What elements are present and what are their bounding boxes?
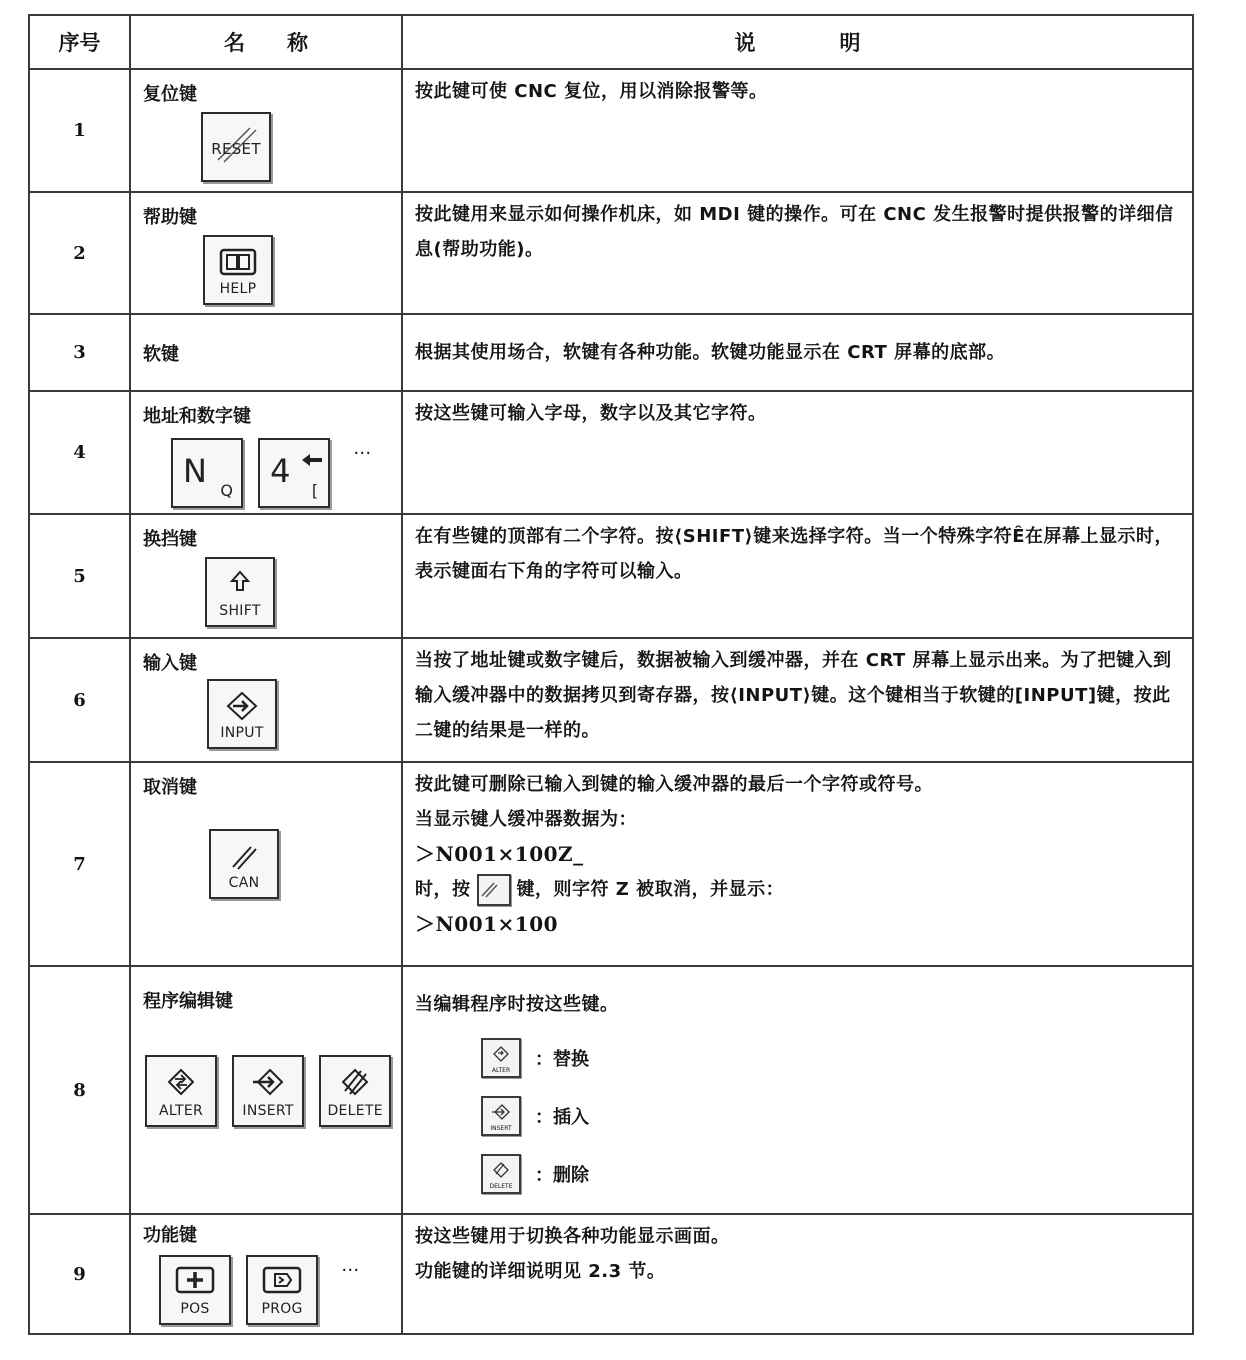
- header-desc: 说 明: [402, 15, 1193, 69]
- desc-cell: [402, 762, 1193, 966]
- table-row: [29, 966, 1193, 1214]
- alter-icon: [166, 1067, 196, 1097]
- desc-cell: [402, 638, 1193, 762]
- shift-arrow-icon: [228, 569, 252, 593]
- key-name: 取消键: [143, 777, 197, 798]
- desc-cell: [402, 192, 1193, 314]
- n-key-sub: Q: [220, 481, 233, 500]
- row-number: 3: [29, 314, 130, 391]
- key-name: 软键: [143, 343, 179, 365]
- more-keys: …: [353, 438, 372, 459]
- option-text: ：替换: [535, 1049, 589, 1070]
- desc-cell: [402, 391, 1193, 514]
- desc-line: 当显示键人缓冲器数据为：: [415, 809, 637, 830]
- arrow-left-icon: [300, 452, 324, 468]
- reset-key: [201, 112, 271, 182]
- table-row: [29, 638, 1193, 762]
- desc-line: 按这些键可输入字母，数字以及其它字符。: [415, 403, 767, 424]
- name-cell: [130, 966, 402, 1214]
- small-insert-key-icon: [481, 1096, 521, 1136]
- desc-line: 当按了地址键或数字键后，数据被输入到缓冲器，并在 CRT 屏幕上显示出来。为了把键入到输入缓冲器中的数据拷贝到寄存器，按⟨INPUT⟩键。这个键相当于软键的[INPUT]键，按此二键的结果是一样的。: [415, 650, 1172, 741]
- pos-key-label: POS: [180, 1301, 210, 1317]
- table-row: [29, 314, 1193, 391]
- name-cell: [130, 514, 402, 638]
- key-name: 换挡键: [143, 529, 197, 550]
- row-number: 8: [29, 966, 130, 1214]
- insert-key-label: INSERT: [242, 1103, 294, 1119]
- table-row: [29, 192, 1193, 314]
- desc-line: 键，则字符 Z 被取消，并显示：: [516, 879, 785, 900]
- desc-line: 按此键可使 CNC 复位，用以消除报警等。: [415, 81, 768, 102]
- input-key: [207, 679, 277, 749]
- can-key-label: CAN: [228, 875, 260, 891]
- header-no: 序号: [29, 15, 130, 69]
- desc-line: 按此键可删除已输入到键的输入缓冲器的最后一个字符或符号。: [415, 774, 933, 795]
- row-number: 5: [29, 514, 130, 638]
- prog-icon: [261, 1265, 303, 1295]
- n-q-key: [171, 438, 243, 508]
- key-name: 地址和数字键: [143, 406, 251, 427]
- shift-key: [205, 557, 275, 627]
- help-key: [203, 235, 273, 305]
- delete-icon: [492, 1161, 510, 1179]
- desc-line: 按此键用来显示如何操作机床，如 MDI 键的操作。可在 CNC 发生报警时提供报警的详细信息(帮助功能)。: [415, 204, 1174, 260]
- desc-line: 在有些键的顶部有二个字符。按⟨SHIFT⟩键来选择字符。当一个特殊字符Ê在屏幕上显示时，表示键面右下角的字符可以输入。: [415, 526, 1174, 582]
- table-row: [29, 1214, 1193, 1334]
- reset-key-label: RESET: [211, 140, 261, 158]
- delete-key: [319, 1055, 391, 1127]
- desc-line: 根据其使用场合，软键有各种功能。软键功能显示在 CRT 屏幕的底部。: [415, 342, 1006, 363]
- input-key-label: INPUT: [220, 725, 264, 741]
- pos-key: [159, 1255, 231, 1325]
- name-cell: [130, 638, 402, 762]
- desc-cell: [402, 69, 1193, 192]
- prog-key: [246, 1255, 318, 1325]
- name-cell: [130, 192, 402, 314]
- table-row: [29, 762, 1193, 966]
- option-delete: [481, 1152, 1192, 1196]
- row-number: 6: [29, 638, 130, 762]
- n-key-main: N: [183, 452, 207, 490]
- 4-key-main: 4: [270, 452, 291, 490]
- key-name: 程序编辑键: [143, 991, 233, 1012]
- insert-icon: [491, 1103, 511, 1121]
- more-keys: …: [341, 1255, 360, 1276]
- small-delete-key-icon: [481, 1154, 521, 1194]
- table-row: [29, 391, 1193, 514]
- row-number: 1: [29, 69, 130, 192]
- header-name: 名 称: [130, 15, 402, 69]
- cancel-slash-icon: [479, 879, 499, 899]
- insert-icon: [251, 1067, 285, 1097]
- small-can-key-icon: [477, 874, 511, 906]
- option-text: ：插入: [535, 1107, 589, 1128]
- desc-cell: [402, 966, 1193, 1214]
- row-number: 4: [29, 391, 130, 514]
- alter-key: [145, 1055, 217, 1127]
- key-name: 功能键: [143, 1225, 197, 1246]
- alter-key-label: ALTER: [158, 1103, 204, 1119]
- delete-icon: [339, 1067, 371, 1097]
- row-number: 2: [29, 192, 130, 314]
- alter-icon: [492, 1045, 510, 1063]
- row-number: 9: [29, 1214, 130, 1334]
- row-number: 7: [29, 762, 130, 966]
- pos-plus-icon: [174, 1265, 216, 1295]
- name-cell: [130, 314, 402, 391]
- option-insert: [481, 1094, 1192, 1138]
- table-header: [29, 15, 1193, 69]
- delete-key-label: DELETE: [327, 1103, 383, 1119]
- desc-cell: [402, 1214, 1193, 1334]
- can-key: [209, 829, 279, 899]
- table-row: [29, 514, 1193, 638]
- 4-bracket-key: [258, 438, 330, 508]
- desc-line: 时，按: [415, 879, 471, 900]
- option-alter: [481, 1036, 1192, 1080]
- key-name: 复位键: [143, 84, 197, 105]
- desc-cell: [402, 514, 1193, 638]
- small-insert-key-label: INSERT: [490, 1125, 512, 1132]
- prog-key-label: PROG: [261, 1301, 303, 1317]
- input-arrow-icon: [225, 691, 259, 721]
- small-alter-key-label: ALTER: [491, 1067, 511, 1074]
- buffer-before: ＞N001×100Z_: [415, 842, 584, 866]
- desc-line: 功能键的详细说明见 2.3 节。: [415, 1261, 666, 1282]
- help-key-label: HELP: [219, 281, 257, 297]
- name-cell: [130, 1214, 402, 1334]
- small-delete-key-label: DELETE: [489, 1183, 513, 1190]
- 4-key-sub: [: [311, 481, 319, 500]
- shift-key-label: SHIFT: [219, 603, 261, 619]
- name-cell: [130, 762, 402, 966]
- buffer-after: ＞N001×100: [415, 912, 559, 936]
- name-cell: [130, 69, 402, 192]
- desc-line: 当编辑程序时按这些键。: [415, 994, 619, 1015]
- insert-key: [232, 1055, 304, 1127]
- key-name: 帮助键: [143, 207, 197, 228]
- book-icon: [218, 247, 258, 279]
- name-cell: [130, 391, 402, 514]
- key-name: 输入键: [143, 653, 197, 674]
- small-alter-key-icon: [481, 1038, 521, 1078]
- desc-cell: [402, 314, 1193, 391]
- cancel-slash-icon: [229, 841, 259, 871]
- desc-line: 按这些键用于切换各种功能显示画面。: [415, 1226, 730, 1247]
- key-description-table: [28, 14, 1194, 1335]
- table-row: [29, 69, 1193, 192]
- option-text: ：删除: [535, 1165, 589, 1186]
